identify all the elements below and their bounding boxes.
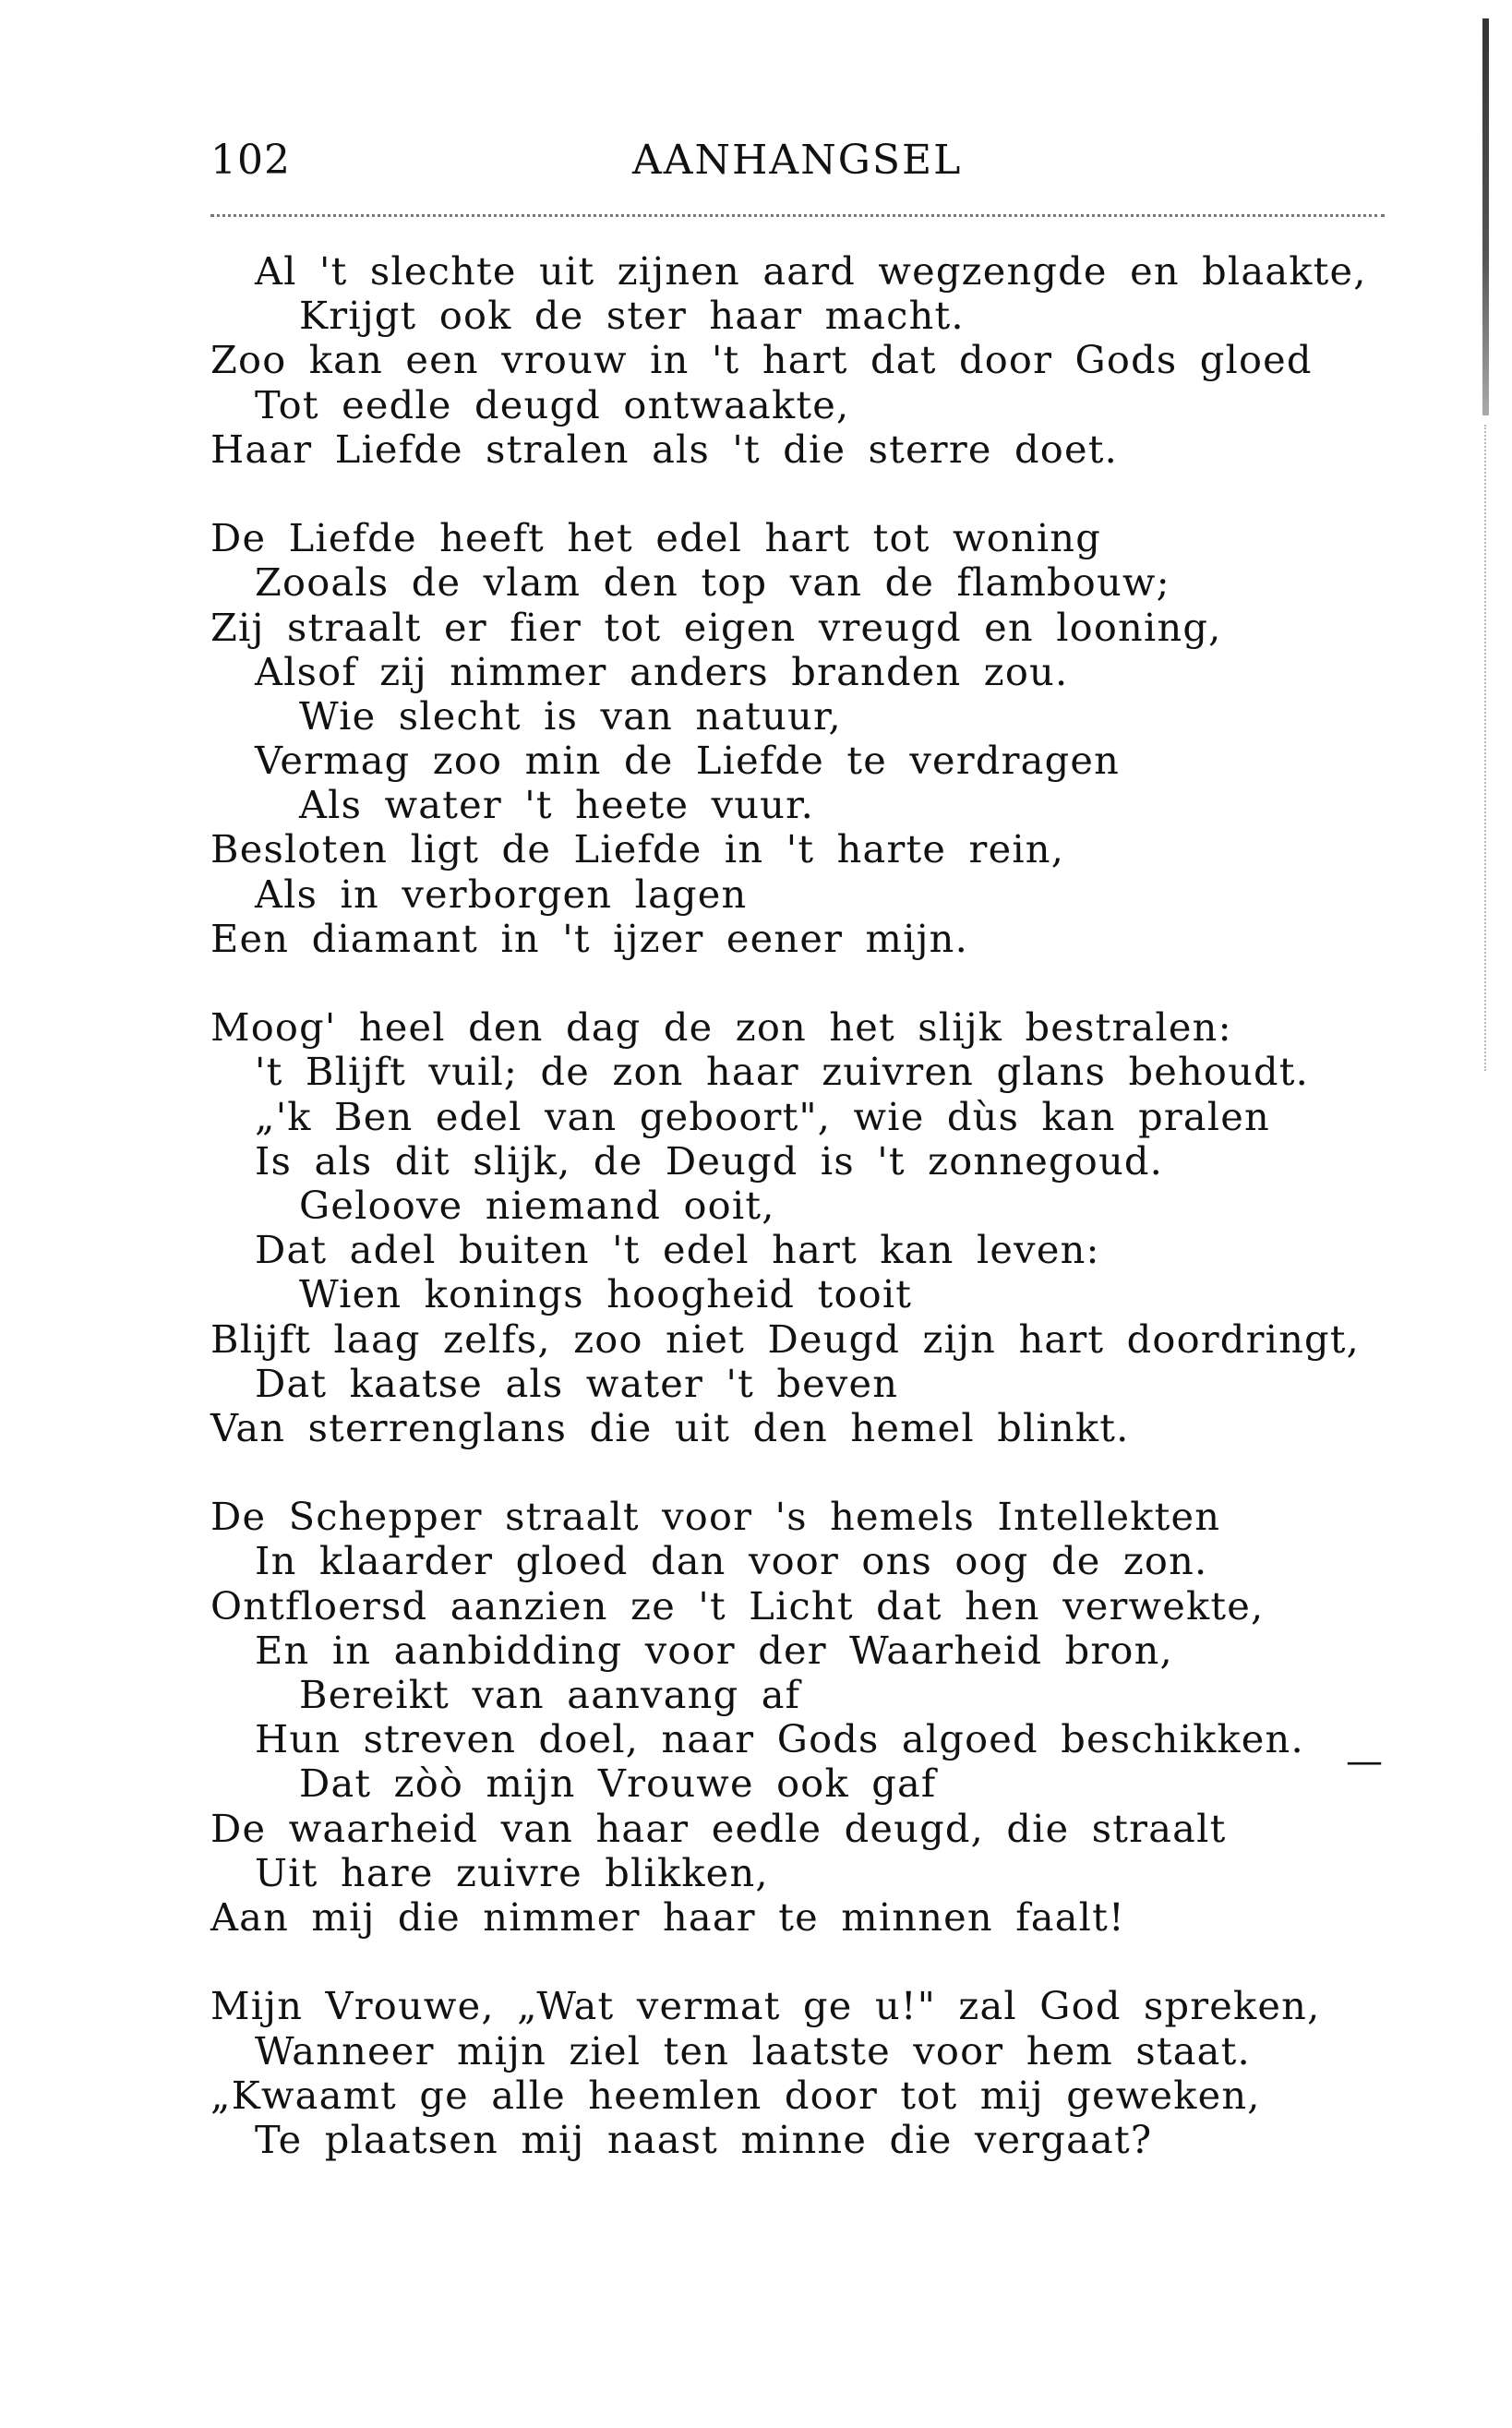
poem-line: Wien konings hoogheid tooit — [299, 1271, 913, 1317]
poem-line: Als in verborgen lagen — [255, 871, 748, 917]
poem-line: Te plaatsen mij naast minne die vergaat? — [255, 2116, 1153, 2162]
poem-line: Van sterrenglans die uit den hemel blinkt. — [210, 1404, 1130, 1450]
poem-line: Geloove niemand ooit, — [299, 1182, 775, 1228]
page-number: 102 — [210, 137, 291, 184]
poem-line: Besloten ligt de Liefde in 't harte rein, — [210, 826, 1065, 872]
page-header — [0, 137, 1512, 192]
poem-line: Vermag zoo min de Liefde te verdragen — [255, 738, 1121, 784]
stanza — [210, 1984, 1438, 2162]
poem-line: Uit hare zuivre blikken, — [255, 1849, 769, 1895]
poem-line: Alsof zij nimmer anders branden zou. — [255, 648, 1069, 694]
margin-dash: — — [1346, 1740, 1383, 1783]
poem-line: Dat adel buiten 't edel hart kan leven: — [255, 1227, 1100, 1273]
poem-line: Zij straalt er fier tot eigen vreugd en looning, — [210, 604, 1222, 650]
poem-line: De waarheid van haar eedle deugd, die straalt — [210, 1805, 1227, 1851]
poem-line: Mijn Vrouwe, „Wat vermat ge u!" zal God spreken, — [210, 1983, 1321, 2029]
poem-line: Een diamant in 't ijzer eener mijn. — [210, 915, 968, 961]
poem-line: Is als dit slijk, de Deugd is 't zonnegoud. — [255, 1137, 1164, 1184]
poem-line: „Kwaamt ge alle heemlen door tot mij geweken, — [210, 2072, 1261, 2118]
stanza — [210, 1005, 1438, 1450]
stanza — [210, 1495, 1438, 1940]
header-rule — [210, 214, 1385, 217]
poem-line: Hun streven doel, naar Gods algoed beschikken. — [255, 1716, 1304, 1762]
poem-line: In klaarder gloed dan voor ons oog de zon. — [255, 1538, 1208, 1584]
poem-line: Zooals de vlam den top van de flambouw; — [255, 559, 1170, 606]
poem-line: De Schepper straalt voor 's hemels Intellekten — [210, 1494, 1221, 1540]
poem-body — [210, 249, 1438, 2206]
poem-line: Bereikt van aanvang af — [299, 1672, 801, 1717]
poem-line: Dat zòò mijn Vrouwe ook gaf — [299, 1761, 937, 1807]
poem-line: Aan mij die nimmer haar te minnen faalt! — [210, 1893, 1125, 1940]
poem-line: Wie slecht is van natuur, — [299, 692, 842, 739]
stanza — [210, 516, 1438, 961]
poem-line: „'k Ben edel van geboort", wie dùs kan pralen — [255, 1093, 1270, 1139]
poem-line: Al 't slechte uit zijnen aard wegzengde en blaakte, — [255, 248, 1367, 294]
stanza — [210, 249, 1438, 472]
poem-line: De Liefde heeft het edel hart tot woning — [210, 515, 1101, 561]
binding-edge-dots — [1484, 425, 1489, 1071]
poem-line: Blijft laag zelfs, zoo niet Deugd zijn hart doordringt, — [210, 1316, 1361, 1362]
binding-edge-bar — [1482, 18, 1489, 415]
poem-line: Wanneer mijn ziel ten laatste voor hem staat. — [255, 2027, 1251, 2073]
poem-line: Ontfloersd aanzien ze 't Licht dat hen verwekte, — [210, 1582, 1265, 1629]
poem-line: Als water 't heete vuur. — [299, 782, 814, 828]
poem-line: Dat kaatse als water 't beven — [255, 1360, 899, 1406]
poem-line: Moog' heel den dag de zon het slijk bestralen: — [210, 1004, 1232, 1051]
poem-line: Zoo kan een vrouw in 't hart dat door Gods gloed — [210, 337, 1313, 383]
poem-line: 't Blijft vuil; de zon haar zuivren glans behoudt. — [255, 1049, 1310, 1095]
poem-line: Krijgt ook de ster haar macht. — [299, 293, 965, 339]
poem-line: Haar Liefde stralen als 't die sterre doet. — [210, 426, 1118, 472]
poem-line: En in aanbidding voor der Waarheid bron, — [255, 1627, 1173, 1673]
poem-line: Tot eedle deugd ontwaakte, — [255, 381, 850, 427]
running-head: AANHANGSEL — [632, 137, 963, 184]
page-edge-shadow — [1477, 0, 1495, 2428]
